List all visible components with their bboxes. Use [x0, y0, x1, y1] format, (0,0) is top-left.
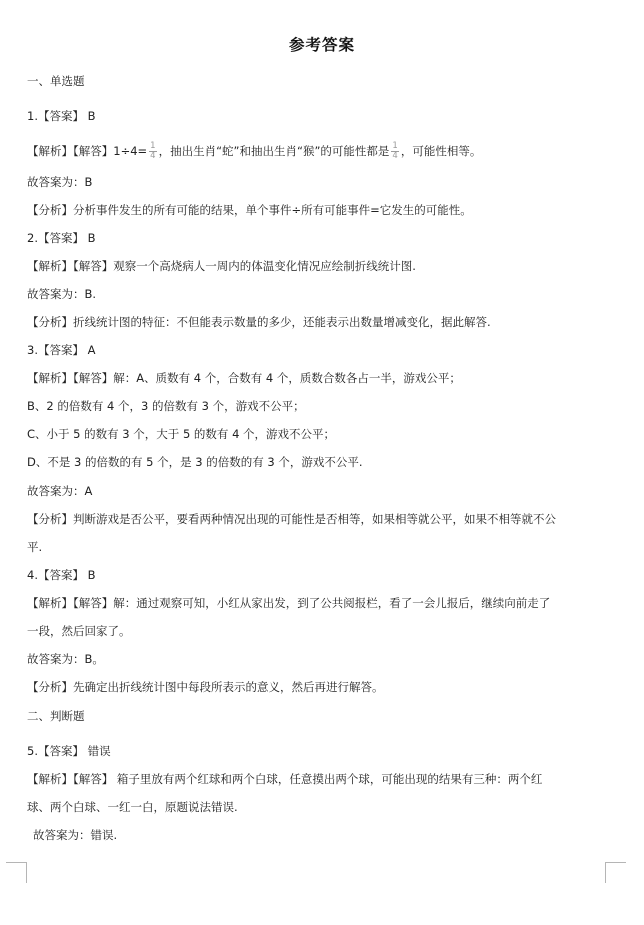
page-title: 参考答案	[288, 36, 355, 54]
fraction-denominator: 4	[392, 151, 398, 161]
q1-conclusion: 故答案为：B	[27, 175, 93, 189]
section-heading-true-false: 二、判断题	[27, 709, 85, 723]
q2-note: 【分析】折线统计图的特征：不但能表示数量的多少，还能表示出数量增减变化，据此解答.	[27, 315, 491, 329]
q3-answer: 3.【答案】 A	[27, 343, 96, 357]
q3-note-line1: 【分析】判断游戏是否公平，要看两种情况出现的可能性是否相等，如果相等就公平，如果不相等就不公	[27, 512, 556, 526]
q4-conclusion: 故答案为：B。	[27, 652, 104, 666]
q5-answer: 5.【答案】 错误	[27, 744, 111, 758]
q1-analysis-prefix: 【解析】【解答】1÷4=	[27, 144, 148, 158]
section-heading-single-choice: 一、单选题	[27, 74, 85, 88]
q3-conclusion: 故答案为：A	[27, 484, 93, 498]
q4-analysis-line2: 一段，然后回家了。	[27, 624, 131, 638]
q1-analysis	[27, 142, 481, 161]
page-corner-mark-left	[6, 862, 27, 883]
q3-analysis: 【解析】【解答】解：A、质数有 4 个，合数有 4 个，质数合数各占一半，游戏公平；	[27, 371, 461, 385]
q3-line-d: D、不是 3 的倍数的有 5 个，是 3 的倍数的有 3 个，游戏不公平.	[27, 455, 363, 469]
fraction-numerator: 1	[392, 141, 398, 151]
fraction-numerator: 1	[150, 141, 156, 151]
q5-analysis-line1: 【解析】【解答】 箱子里放有两个红球和两个白球，任意摸出两个球，可能出现的结果有三种：两个红	[27, 772, 543, 786]
q4-answer: 4.【答案】 B	[27, 568, 96, 582]
q4-note: 【分析】先确定出折线统计图中每段所表示的意义，然后再进行解答。	[27, 680, 384, 694]
page-corner-mark-right	[605, 862, 626, 883]
q1-analysis-mid: ，抽出生肖“蛇”和抽出生肖“猴”的可能性都是	[158, 144, 390, 158]
q1-fraction-1	[149, 142, 156, 161]
q3-line-c: C、小于 5 的数有 3 个，大于 5 的数有 4 个，游戏不公平；	[27, 427, 336, 441]
fraction-denominator: 4	[150, 151, 156, 161]
q3-note-line2: 平.	[27, 540, 43, 554]
q1-fraction-2	[391, 142, 398, 161]
q2-answer: 2.【答案】 B	[27, 231, 96, 245]
q5-analysis-line2: 球、两个白球、一红一白，原题说法错误.	[27, 800, 238, 814]
q2-conclusion: 故答案为：B.	[27, 287, 97, 301]
q4-analysis-line1: 【解析】【解答】解：通过观察可知，小红从家出发，到了公共阅报栏，看了一会儿报后，继续向前走了	[27, 596, 551, 610]
q1-note: 【分析】分析事件发生的所有可能的结果，单个事件÷所有可能事件=它发生的可能性。	[27, 203, 472, 217]
q3-line-b: B、2 的倍数有 4 个，3 的倍数有 3 个，游戏不公平；	[27, 399, 305, 413]
q1-analysis-suffix: ，可能性相等。	[400, 144, 482, 158]
q2-analysis: 【解析】【解答】观察一个高烧病人一周内的体温变化情况应绘制折线统计图.	[27, 259, 416, 273]
q5-conclusion: 故答案为：错误.	[33, 828, 118, 842]
q1-answer: 1.【答案】 B	[27, 109, 96, 123]
